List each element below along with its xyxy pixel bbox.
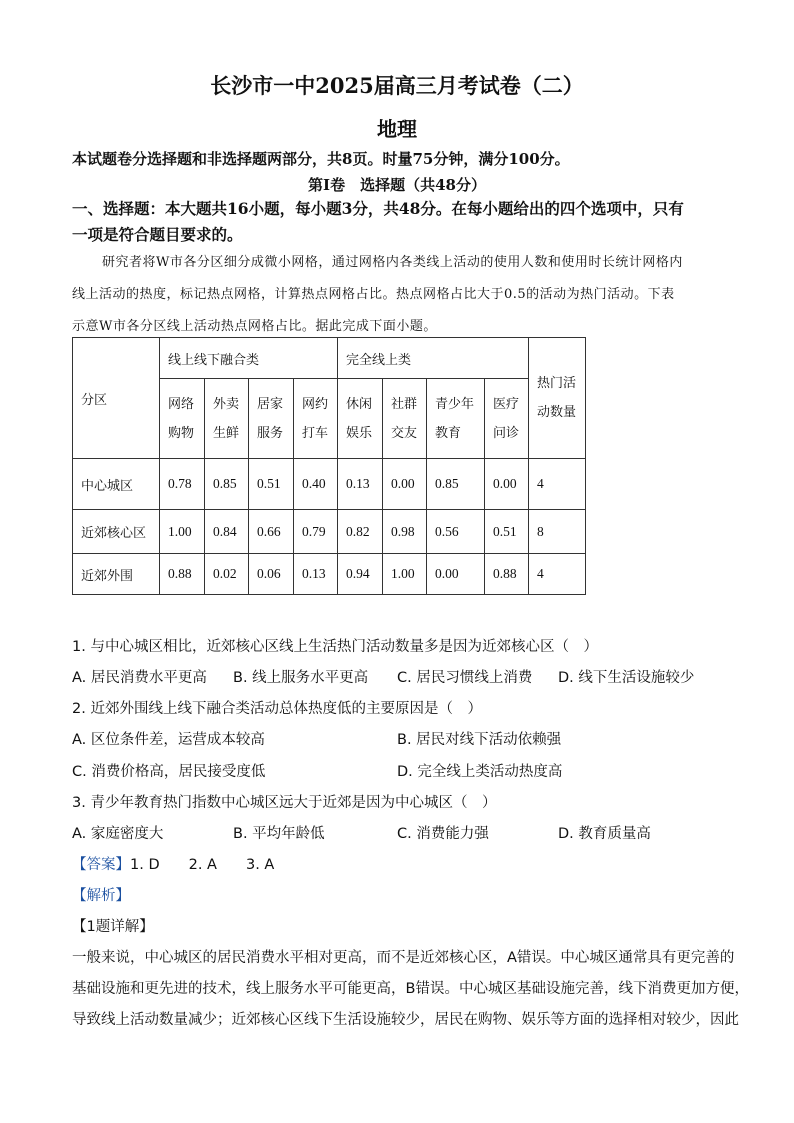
column-header: 网约 打车 (294, 379, 338, 459)
value-cell: 0.00 (485, 459, 529, 510)
value-cell: 1.00 (383, 554, 427, 595)
question-2-option-c[interactable]: C. 消费价格高，居民接受度低 (72, 764, 266, 780)
count-cell: 4 (529, 459, 586, 510)
question-1-stem: 1. 与中心城区相比，近郊核心区线上生活热门活动数量多是因为近郊核心区（ ） (72, 639, 598, 655)
value-cell: 1.00 (160, 510, 205, 554)
value-cell: 0.94 (338, 554, 383, 595)
question-3-option-c[interactable]: C. 消费能力强 (397, 826, 489, 842)
analysis-line-2: 基础设施和更先进的技术，线上服务水平可能更高，B错误。中心城区基础设施完善，线下消费更加方便， (72, 981, 749, 997)
value-cell: 0.85 (427, 459, 485, 510)
section-heading-line2: 一项是符合题目要求的。 (72, 225, 243, 244)
value-cell: 0.51 (485, 510, 529, 554)
value-cell: 0.88 (160, 554, 205, 595)
column-header: 医疗 问诊 (485, 379, 529, 459)
table-row (73, 459, 586, 510)
question-3-option-a[interactable]: A. 家庭密度大 (72, 826, 164, 842)
answer-values: 1. D 2. A 3. A (130, 857, 275, 873)
column-header: 外卖 生鲜 (205, 379, 249, 459)
value-cell: 0.06 (249, 554, 294, 595)
column-header: 社群 交友 (383, 379, 427, 459)
value-cell: 0.84 (205, 510, 249, 554)
value-cell: 0.88 (485, 554, 529, 595)
group-header-online: 完全线上类 (338, 338, 529, 379)
value-cell: 0.98 (383, 510, 427, 554)
answer-label: 【答案】 (72, 857, 130, 873)
district-header: 分区 (73, 338, 160, 459)
column-header: 青少年 教育 (427, 379, 485, 459)
answer-line (72, 853, 274, 874)
value-cell: 0.56 (427, 510, 485, 554)
question-1-option-b[interactable]: B. 线上服务水平更高 (233, 670, 369, 686)
page-title: 长沙市一中2025届高三月考试卷（二） (210, 73, 584, 98)
question-1-option-a[interactable]: A. 居民消费水平更高 (72, 670, 207, 686)
question-2-option-b[interactable]: B. 居民对线下活动依赖强 (397, 732, 562, 748)
intro-line1: 研究者将W市各分区细分成微小网格，通过网格内各类线上活动的使用人数和使用时长统计网格内 (102, 255, 683, 270)
analysis-line-1: 一般来说，中心城区的居民消费水平相对更高，而不是近郊核心区，A错误。中心城区通常具有更完善的 (72, 950, 735, 966)
count-cell: 8 (529, 510, 586, 554)
district-cell: 中心城区 (73, 459, 160, 510)
value-cell: 0.82 (338, 510, 383, 554)
question-3-option-d[interactable]: D. 教育质量高 (558, 826, 651, 842)
question-3-stem: 3. 青少年教育热门指数中心城区远大于近郊是因为中心城区（ ） (72, 795, 497, 811)
value-cell: 0.13 (338, 459, 383, 510)
value-cell: 0.00 (383, 459, 427, 510)
column-header: 休闲 娱乐 (338, 379, 383, 459)
question-2-option-a[interactable]: A. 区位条件差，运营成本较高 (72, 732, 265, 748)
group-header-fusion: 线上线下融合类 (160, 338, 338, 379)
value-cell: 0.66 (249, 510, 294, 554)
section-heading-line1: 一、选择题：本大题共16小题，每小题3分，共48分。在每小题给出的四个选项中，只有 (72, 199, 684, 218)
value-cell: 0.00 (427, 554, 485, 595)
district-cell: 近郊核心区 (73, 510, 160, 554)
count-cell: 4 (529, 554, 586, 595)
district-cell: 近郊外围 (73, 554, 160, 595)
value-cell: 0.40 (294, 459, 338, 510)
question-2-stem: 2. 近郊外围线上线下融合类活动总体热度低的主要原因是（ ） (72, 701, 482, 717)
value-cell: 0.02 (205, 554, 249, 595)
detail-title: 【1题详解】 (72, 919, 154, 935)
question-1-option-d[interactable]: D. 线下生活设施较少 (558, 670, 695, 686)
subject-title: 地理 (377, 117, 417, 141)
analysis-label: 【解析】 (72, 888, 130, 904)
value-cell: 0.79 (294, 510, 338, 554)
column-header: 居家 服务 (249, 379, 294, 459)
exam-note: 本试题卷分选择题和非选择题两部分，共8页。时量75分钟，满分100分。 (72, 150, 570, 168)
data-table (72, 337, 586, 595)
question-3-option-b[interactable]: B. 平均年龄低 (233, 826, 325, 842)
table-row (73, 510, 586, 554)
value-cell: 0.85 (205, 459, 249, 510)
intro-line2: 线上活动的热度，标记热点网格，计算热点网格占比。热点网格占比大于0.5的活动为热门活动。下表 (72, 287, 675, 302)
question-1-option-c[interactable]: C. 居民习惯线上消费 (397, 670, 533, 686)
question-2-option-d[interactable]: D. 完全线上类活动热度高 (397, 764, 563, 780)
value-cell: 0.78 (160, 459, 205, 510)
count-header: 热门活 动数量 (529, 338, 586, 459)
column-header: 网络 购物 (160, 379, 205, 459)
value-cell: 0.13 (294, 554, 338, 595)
analysis-line-3: 导致线上活动数量减少；近郊核心区线下生活设施较少，居民在购物、娱乐等方面的选择相对较少，因此 (72, 1012, 739, 1028)
intro-line3: 示意W市各分区线上活动热点网格占比。据此完成下面小题。 (72, 319, 437, 334)
table-row (73, 554, 586, 595)
value-cell: 0.51 (249, 459, 294, 510)
part-title: 第Ⅰ卷 选择题（共48分） (308, 176, 486, 194)
